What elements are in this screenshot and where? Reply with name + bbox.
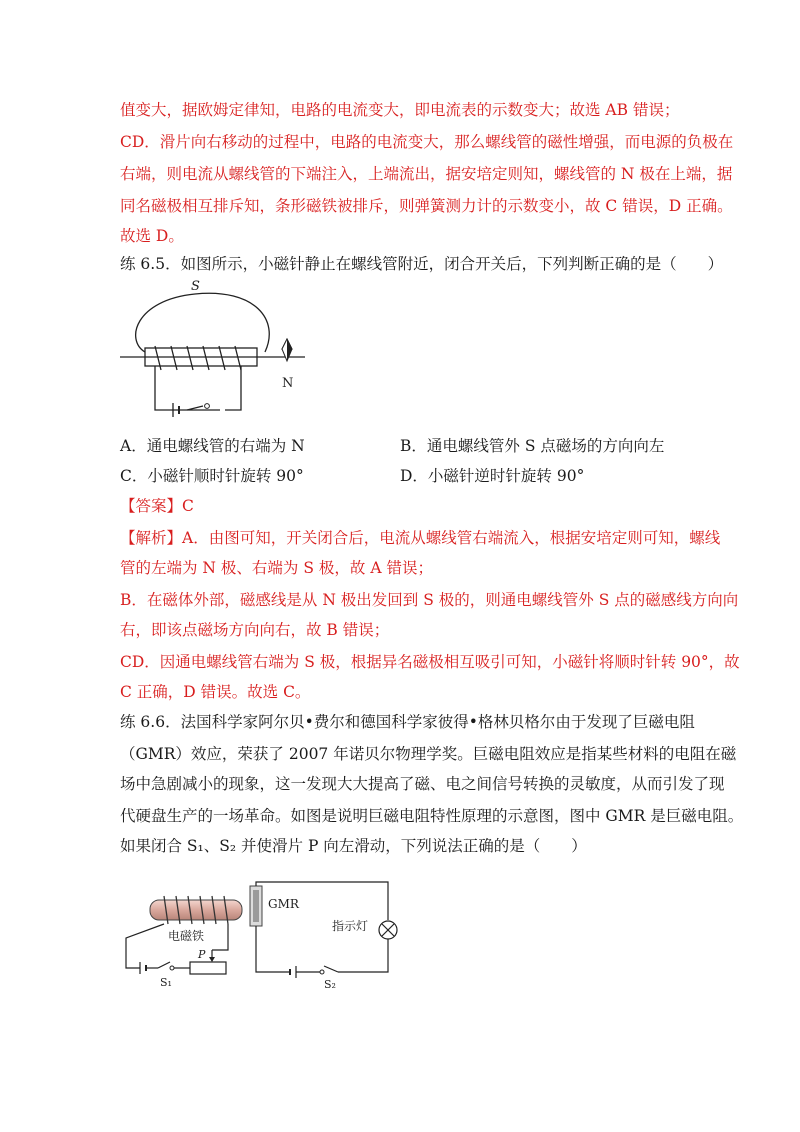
q65-compass-needle [280, 337, 300, 393]
q65-answer: 【答案】C [120, 497, 194, 515]
q65-option-d: D．小磁针逆时针旋转 90° [400, 467, 585, 485]
q66-electromagnet-label: 电磁铁 [168, 929, 205, 943]
q65-analysis-line-2: 管的左端为 N 极、右端为 S 极，故 A 错误； [120, 559, 433, 577]
prev-solution-line-4: 同名磁极相互排斥知，条形磁铁被排斥，则弹簧测力计的示数变小，故 C 错误，D 正确。 [120, 197, 733, 215]
q66-stem-line-3: 场中急剧减小的现象，这一发现大大提高了磁、电之间信号转换的灵敏度，从而引发了现 [120, 775, 725, 793]
q66-switch-s2-label: S₂ [324, 978, 336, 991]
prev-solution-line-2: CD．滑片向右移动的过程中，电路的电流变大，那么螺线管的磁性增强，而电源的负极在 [120, 133, 734, 151]
q66-stem-line-2: （GMR）效应，荣获了 2007 年诺贝尔物理学奖。巨磁电阻效应是指某些材料的电阻在磁 [120, 745, 737, 763]
prev-solution-line-1: 值变大，据欧姆定律知，电路的电流变大，即电流表的示数变大；故选 AB 错误； [120, 101, 680, 119]
q65-analysis-line-4: 右，即该点磁场方向向右，故 B 错误； [120, 621, 390, 639]
q65-option-b: B．通电螺线管外 S 点磁场的方向向左 [400, 437, 665, 455]
q65-option-a: A．通电螺线管的右端为 N [120, 437, 305, 455]
q65-stem: 练 6.5．如图所示，小磁针静止在螺线管附近，闭合开关后，下列判断正确的是（ ） [120, 255, 724, 273]
prev-solution-line-5: 故选 D。 [120, 227, 184, 245]
q65-analysis-line-6: C 正确，D 错误。故选 C。 [120, 683, 311, 701]
q66-gmr-label: GMR [268, 897, 299, 911]
q66-indicator-lamp-label: 指示灯 [332, 919, 369, 933]
q65-analysis-line-3: B．在磁体外部，磁感线是从 N 极出发回到 S 极的，则通电螺线管外 S 点的磁感线方向向 [120, 591, 739, 609]
q66-stem-line-4: 代硬盘生产的一场革命。如图是说明巨磁电阻特性原理的示意图，图中 GMR 是巨磁电阻。 [120, 807, 744, 825]
q66-switch-s1-label: S₁ [160, 976, 172, 989]
q65-analysis-line-5: CD．因通电螺线管右端为 S 极，根据异名磁极相互吸引可知，小磁针将顺时针转 90°，故 [120, 653, 740, 671]
q65-needle-n-label: N [282, 376, 294, 391]
q66-gmr-circuit-figure [120, 880, 420, 1000]
q65-option-c: C．小磁针顺时针旋转 90° [120, 467, 304, 485]
q65-analysis-line-1: 【解析】A．由图可知，开关闭合后，电流从螺线管右端流入，根据安培定则可知，螺线 [120, 529, 721, 547]
q66-stem-line-1: 练 6.6．法国科学家阿尔贝•费尔和德国科学家彼得•格林贝格尔由于发现了巨磁电阻 [120, 713, 695, 731]
q66-stem-line-5: 如果闭合 S₁、S₂ 并使滑片 P 向左滑动，下列说法正确的是（ ） [120, 837, 587, 855]
prev-solution-line-3: 右端，则电流从螺线管的下端注入，上端流出，据安培定则知，螺线管的 N 极在上端，据 [120, 165, 733, 183]
q65-point-s-label: S [191, 280, 200, 294]
q66-slider-p-label: P [198, 948, 206, 961]
